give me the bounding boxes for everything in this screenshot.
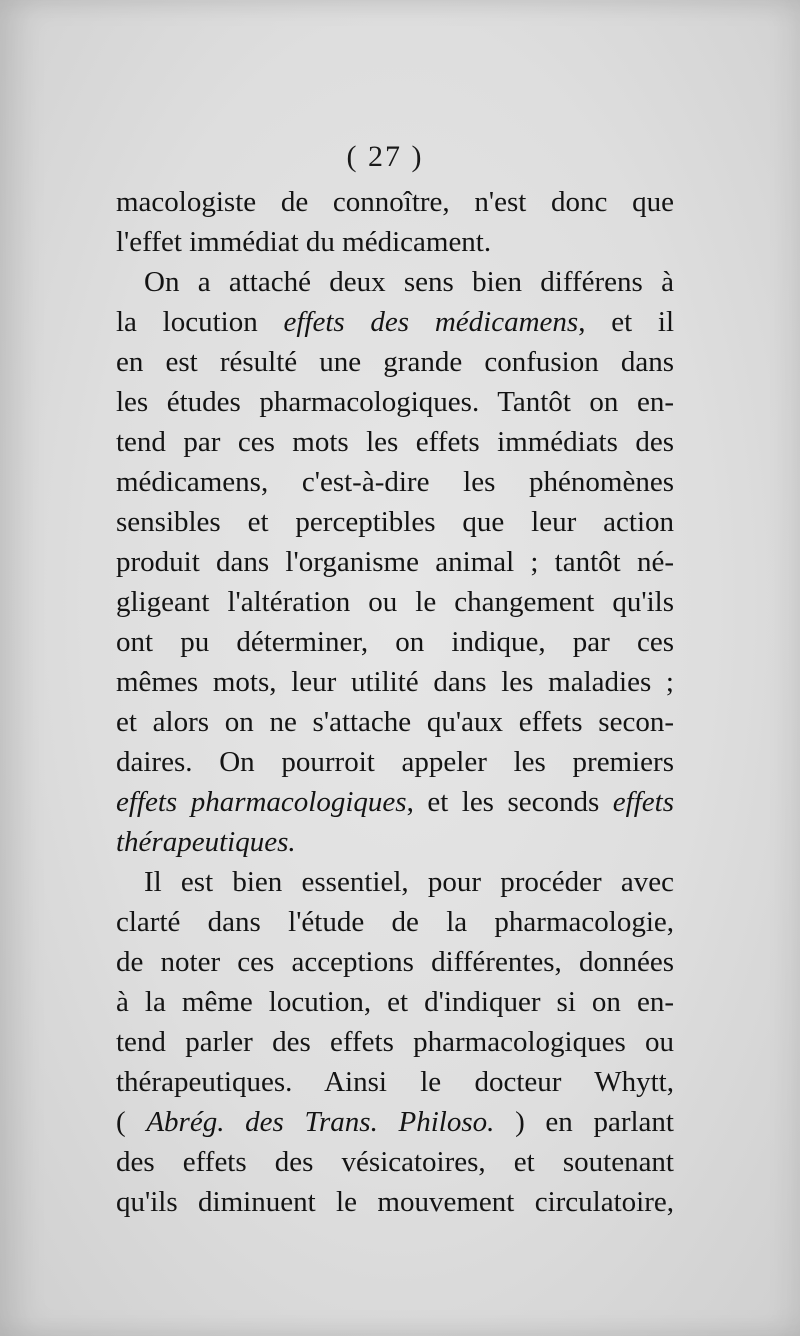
text-line <box>116 182 674 222</box>
text-line <box>116 742 674 782</box>
body-text <box>116 182 674 1222</box>
text-line <box>116 782 674 822</box>
text-line <box>116 462 674 502</box>
text-segment: gligeant l'altération ou le changement qu'ils <box>116 586 674 618</box>
text-line <box>116 822 674 862</box>
text-segment: les études pharmacologiques. Tantôt on en- <box>116 386 674 418</box>
italic-text: Abrég. des Trans. Philoso. <box>146 1106 495 1138</box>
text-line <box>116 542 674 582</box>
text-line <box>116 262 674 302</box>
text-segment: la locution <box>116 306 284 338</box>
text-segment: daires. On pourroit appeler les premiers <box>116 746 674 778</box>
text-segment: et alors on ne s'attache qu'aux effets secon- <box>116 706 674 738</box>
text-line <box>116 1102 674 1142</box>
text-segment: , et les seconds <box>406 786 613 818</box>
text-line <box>116 222 674 262</box>
text-segment: tend parler des effets pharmacologiques ou <box>116 1026 674 1058</box>
text-line <box>116 902 674 942</box>
text-line <box>116 342 674 382</box>
text-segment: l'effet immédiat du médicament. <box>116 226 492 258</box>
text-segment: Il est bien essentiel, pour procéder avec <box>144 866 674 898</box>
text-segment: mêmes mots, leur utilité dans les maladies ; <box>116 666 674 698</box>
text-segment: , et il <box>578 306 675 338</box>
text-segment: de noter ces acceptions différentes, données <box>116 946 674 978</box>
text-segment: qu'ils diminuent le mouvement circulatoire, <box>116 1186 674 1218</box>
text-segment: sensibles et perceptibles que leur action <box>116 506 674 538</box>
text-segment: en est résulté une grande confusion dans <box>116 346 674 378</box>
text-line <box>116 422 674 462</box>
text-segment: thérapeutiques. Ainsi le docteur Whytt, <box>116 1066 674 1098</box>
italic-text: effets des médicamens <box>283 306 579 338</box>
text-line <box>116 582 674 622</box>
text-segment: macologiste de connoître, n'est donc que <box>116 186 674 218</box>
text-line <box>116 1022 674 1062</box>
text-line <box>116 1142 674 1182</box>
page-number: ( 27 ) <box>346 140 424 173</box>
text-segment: clarté dans l'étude de la pharmacologie, <box>116 906 674 938</box>
text-line <box>116 302 674 342</box>
text-line <box>116 1182 674 1222</box>
text-segment: ont pu déterminer, on indique, par ces <box>116 626 674 658</box>
italic-text: thérapeutiques. <box>116 826 296 858</box>
text-segment: des effets des vésicatoires, et soutenant <box>116 1146 674 1178</box>
text-segment: tend par ces mots les effets immédiats des <box>116 426 674 458</box>
text-line <box>116 622 674 662</box>
text-segment: ( <box>116 1106 147 1138</box>
text-line <box>116 1062 674 1102</box>
italic-text: effets <box>612 786 674 818</box>
text-line <box>116 382 674 422</box>
text-line <box>116 702 674 742</box>
text-segment: médicamens, c'est-à-dire les phénomènes <box>116 466 674 498</box>
text-line <box>116 662 674 702</box>
text-segment: produit dans l'organisme animal ; tantôt né- <box>116 546 674 578</box>
text-line <box>116 982 674 1022</box>
text-segment: ) en parlant <box>494 1106 674 1138</box>
text-segment: On a attaché deux sens bien différens à <box>144 266 674 298</box>
text-line <box>116 862 674 902</box>
text-line <box>116 942 674 982</box>
italic-text: effets pharmacologiques <box>116 786 407 818</box>
text-line <box>116 502 674 542</box>
text-segment: à la même locution, et d'indiquer si on en- <box>116 986 674 1018</box>
